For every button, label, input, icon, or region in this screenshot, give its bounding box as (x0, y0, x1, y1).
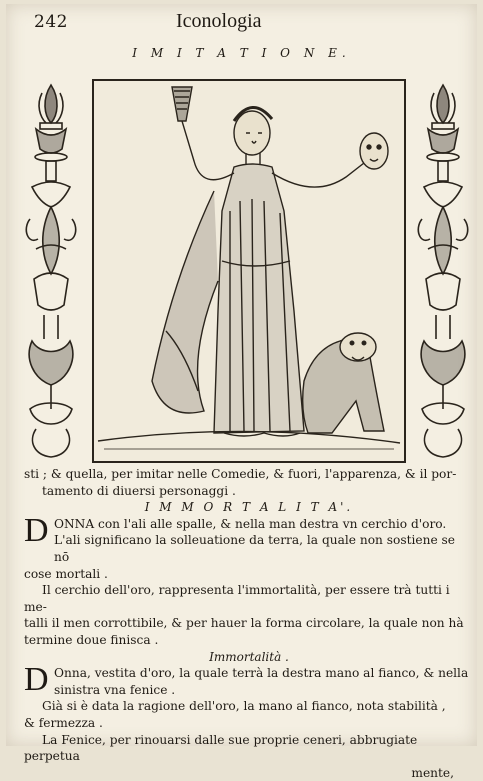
text-line: Il cerchio dell'oro, rappresenta l'immortalità, per essere trà tutti i me- (24, 583, 450, 614)
book-page (6, 4, 477, 780)
section-title: I M I T A T I O N E. (132, 46, 351, 60)
heading-immortalita-2: Immortalità . (209, 649, 289, 664)
paragraph (24, 661, 474, 699)
woman-figure-icon (94, 81, 404, 461)
text-line: sinistra vna fenice . (54, 682, 176, 697)
drop-cap: D (24, 661, 49, 699)
woodcut-illustration (92, 79, 406, 463)
torch-pillar-right (414, 79, 472, 461)
page-header (16, 10, 466, 34)
catchword: mente, (411, 765, 454, 780)
text-line: sti ; & quella, per imitar nelle Comedie, & fuori, l'apparenza, & il por- (24, 467, 457, 481)
torch-pillar-left (22, 79, 80, 461)
body-text (24, 466, 474, 781)
text-line: cose mortali . (24, 566, 108, 581)
text-line: termine doue finisca . (24, 632, 159, 647)
text-line: talli il men corrottibile, & per hauer la forma circolare, la quale non hà (24, 616, 464, 631)
heading-immortalita: I M M O R T A L I T A'. (144, 500, 354, 515)
text-line: La Fenice, per rinouarsi dalle sue proprie ceneri, abbrugiate perpetua (24, 732, 418, 764)
running-title: Iconologia (176, 10, 262, 32)
text-line: & fermezza . (24, 715, 103, 730)
text-line: tamento di diuersi personaggi . (42, 483, 236, 498)
page-number: 242 (34, 12, 68, 32)
text-line: L'ali significano la solleuatione da terra, la quale non sostiene se nō (54, 533, 456, 564)
text-line: ONNA con l'ali alle spalle, & nella man destra vn cerchio d'oro. (54, 516, 447, 531)
drop-cap: D (24, 511, 49, 549)
paragraph (24, 511, 474, 566)
text-line: Già si è data la ragione dell'oro, la mano al fianco, nota stabilità , (42, 699, 446, 714)
text-line: Onna, vestita d'oro, la quale terrà la destra mano al fianco, & nella (54, 666, 469, 681)
